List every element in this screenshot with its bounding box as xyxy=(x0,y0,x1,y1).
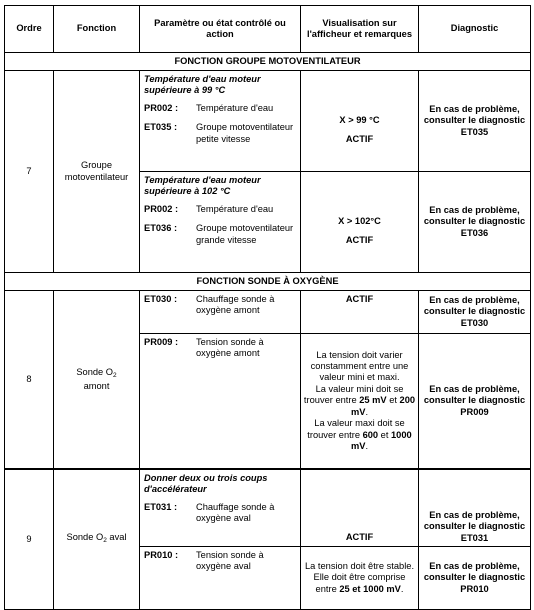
condition-heading: Donner deux ou trois coups d'accélérateur xyxy=(144,473,268,495)
display-value: ACTIF xyxy=(345,531,374,542)
diagnostic-cell: En cas de problème, consulter le diagnostic ET030 xyxy=(419,291,531,334)
section-title: FONCTION GROUPE MOTOVENTILATEUR xyxy=(5,53,531,71)
parametre-cell xyxy=(140,291,301,334)
parametre-cell xyxy=(140,334,301,470)
diagnostic-cell: En cas de problème, consulter le diagnostic ET031 xyxy=(419,469,531,547)
remark-value: 600 xyxy=(362,429,379,440)
visualisation-cell xyxy=(301,291,419,334)
param-description: Température d'eau xyxy=(196,203,274,214)
header-fonction: Fonction xyxy=(54,6,140,53)
param-line xyxy=(144,337,297,360)
remark-value: 200 mV xyxy=(350,395,416,417)
visualisation-cell xyxy=(301,547,419,610)
header-diagnostic: Diagnostic xyxy=(419,6,531,53)
remark-text: Elle doit être comprise entre 25 et 1000 mV. xyxy=(313,572,406,594)
header-row xyxy=(5,6,531,53)
fonction-cell: Groupe motoventilateur xyxy=(54,71,140,273)
param-line xyxy=(144,550,297,573)
section-title-row xyxy=(5,273,531,291)
ordre-cell: 9 xyxy=(5,469,54,610)
parametre-cell xyxy=(140,469,301,547)
condition-heading: Température d'eau moteur supérieure à 99 °C xyxy=(144,74,261,96)
remark-part: et xyxy=(378,429,392,440)
param-code: ET035 : xyxy=(144,122,178,133)
param-code: PR002 : xyxy=(144,102,179,113)
diagnostic-cell: En cas de problème, consulter le diagnostic PR009 xyxy=(419,334,531,470)
visualisation-cell xyxy=(301,334,419,470)
param-line xyxy=(144,103,297,114)
parametre-cell xyxy=(140,172,301,273)
remark-text: La valeur maxi doit se trouver entre 600 et 1000 mV. xyxy=(307,418,412,451)
param-line xyxy=(144,204,297,215)
ordre-cell: 7 xyxy=(5,71,54,273)
param-code: ET031 : xyxy=(144,501,178,512)
param-description: Température d'eau xyxy=(196,102,274,113)
fonction-text: Sonde O xyxy=(76,366,114,377)
fonction-cell xyxy=(54,469,140,610)
param-code: ET036 : xyxy=(144,223,178,234)
remark-value: 25 mV xyxy=(359,395,387,406)
remark-part: et xyxy=(386,395,400,406)
param-code: PR002 : xyxy=(144,203,179,214)
param-code: PR010 : xyxy=(144,550,179,560)
visualisation-cell xyxy=(301,469,419,547)
table-row xyxy=(5,71,531,172)
fonction-text: Sonde O xyxy=(66,532,104,543)
ordre-cell: 8 xyxy=(5,291,54,470)
remark-part: La valeur mini doit se trouver entre xyxy=(303,383,404,406)
param-code: ET030 : xyxy=(144,294,178,304)
header-visualisation: Visualisation sur l'afficheur et remarques xyxy=(301,6,419,53)
param-line xyxy=(144,122,297,145)
display-value: ACTIF xyxy=(345,134,374,144)
remark-text: La valeur mini doit se trouver entre 25 mV et 200 mV. xyxy=(303,383,416,417)
param-line xyxy=(144,294,297,317)
diagnostic-cell: En cas de problème, consulter le diagnostic PR010 xyxy=(419,547,531,610)
table-row xyxy=(5,291,531,334)
parametre-cell xyxy=(140,71,301,172)
table-row xyxy=(5,469,531,547)
param-description: Groupe motoventilateur grande vitesse xyxy=(196,223,294,245)
display-value: ACTIF xyxy=(345,294,374,304)
param-description: Groupe motoventilateur petite vitesse xyxy=(196,122,294,144)
param-description: Chauffage sonde à oxygène amont xyxy=(196,294,275,316)
remark-text: La tension doit varier constamment entre une valeur mini et maxi. xyxy=(310,349,409,383)
section-title-row xyxy=(5,53,531,71)
param-line xyxy=(144,223,297,246)
fonction-cell xyxy=(54,291,140,470)
section-title: FONCTION SONDE À OXYGÈNE xyxy=(5,273,531,291)
remark-text: La tension doit être stable. xyxy=(304,560,415,571)
fonction-subscript: 2 xyxy=(113,371,117,379)
diagnostic-cell: En cas de problème, consulter le diagnostic ET035 xyxy=(419,71,531,172)
remark-value: 1000 mV xyxy=(350,429,412,451)
diagnostic-table xyxy=(4,5,531,610)
param-description: Tension sonde à oxygène aval xyxy=(196,550,264,572)
remark-part: La valeur maxi doit se trouver entre xyxy=(307,418,405,440)
display-value: X > 102°C xyxy=(338,215,381,226)
display-value: X > 99 °C xyxy=(339,114,380,125)
remark-part: Elle doit être comprise entre xyxy=(313,572,406,594)
param-description: Tension sonde à oxygène amont xyxy=(196,337,264,359)
remark-value: 25 et 1000 mV xyxy=(339,583,401,594)
visualisation-cell xyxy=(301,172,419,273)
param-code: PR009 : xyxy=(144,337,179,347)
param-line xyxy=(144,502,297,525)
fonction-text: aval xyxy=(106,532,127,543)
fonction-subscript: 2 xyxy=(103,537,107,545)
diagnostic-cell: En cas de problème, consulter le diagnostic ET036 xyxy=(419,172,531,273)
header-parametre: Paramètre ou état contrôlé ou action xyxy=(140,6,301,53)
parametre-cell xyxy=(140,547,301,610)
param-description: Chauffage sonde à oxygène aval xyxy=(196,501,275,524)
visualisation-cell xyxy=(301,71,419,172)
header-ordre: Ordre xyxy=(5,6,54,53)
fonction-text: amont xyxy=(83,381,110,391)
condition-heading: Température d'eau moteur supérieure à 102 °C xyxy=(144,175,261,197)
display-value: ACTIF xyxy=(345,235,374,245)
